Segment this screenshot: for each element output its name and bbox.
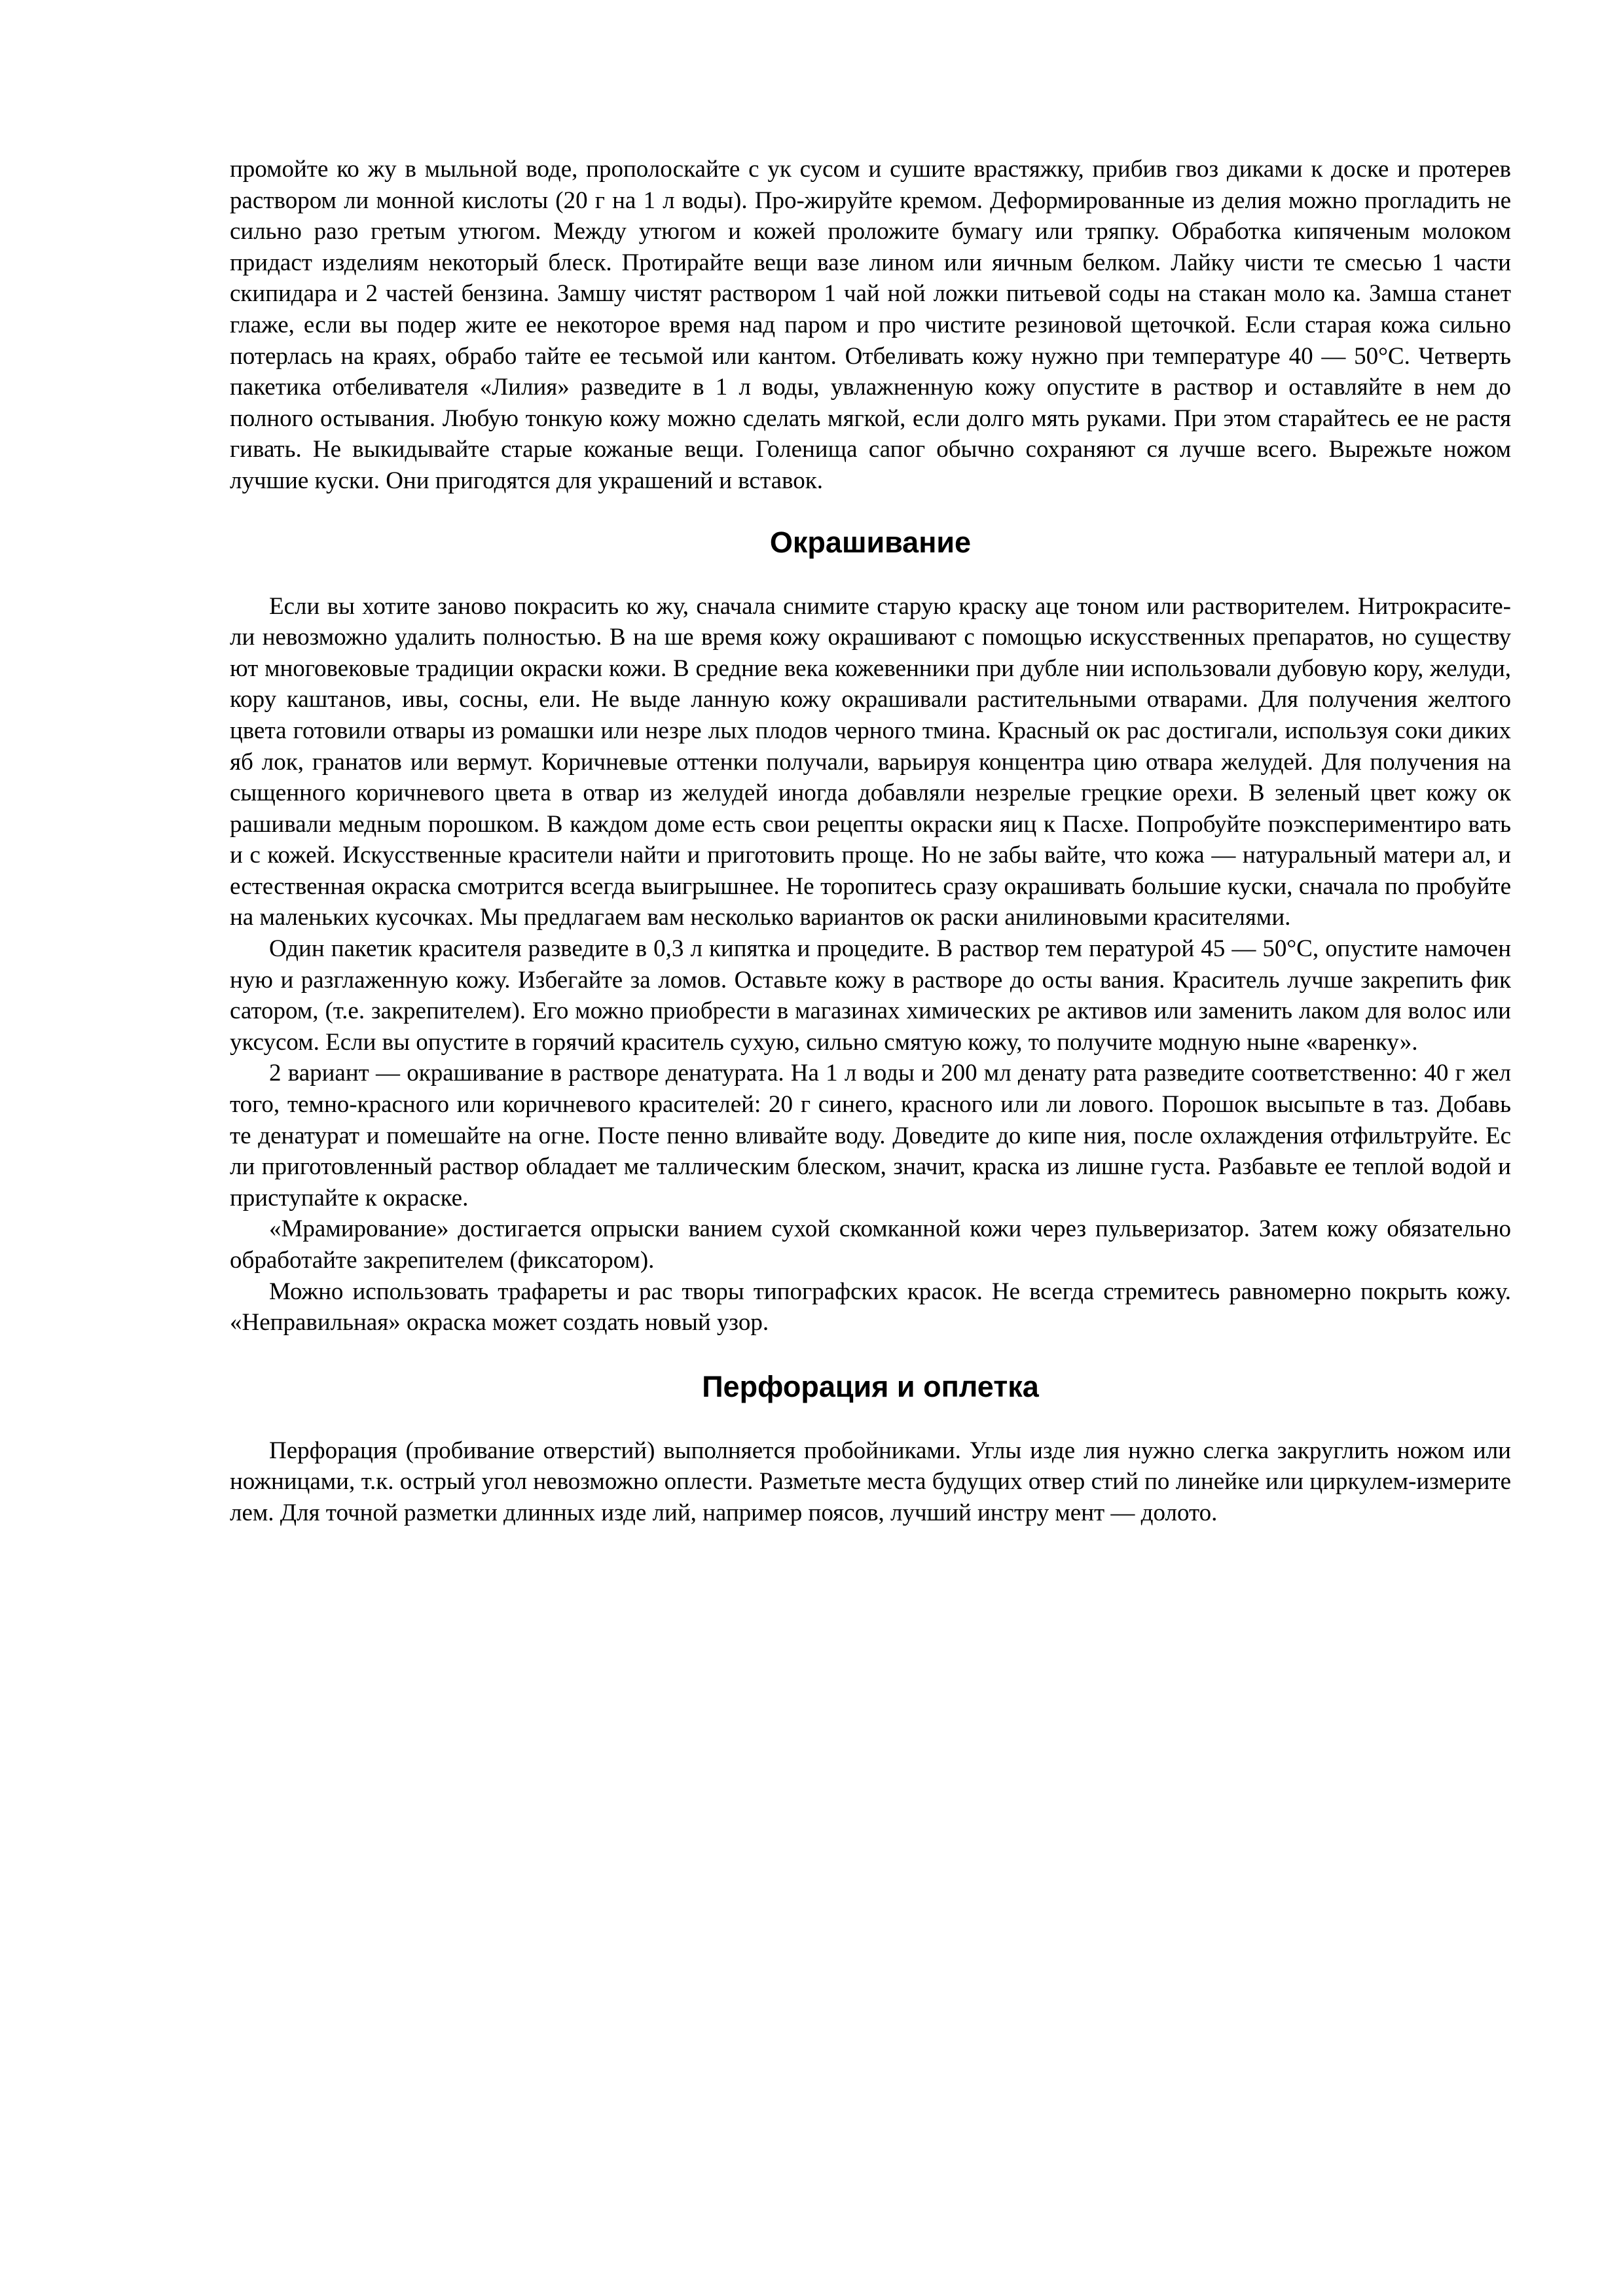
dyeing-paragraph-4: «Мрамирование» достигается опрыски ванием сухой скомканной кожи через пульверизатор. Затем кожу обязательно обработайте закрепителем (фиксатором). xyxy=(230,1215,1511,1274)
section-heading-perforation: Перфорация и оплетка xyxy=(702,1369,1039,1403)
perforation-paragraph-1: Перфорация (пробивание отверстий) выполняется пробойниками. Углы изде лия нужно слегка закруглить ножом или ножницами, т.к. острый угол невозможно оплести. Разметьте места будущих отвер стий по линейке или циркулем-измерите лем. Для точной разметки длинных изде лий, например поясов, лучший инстру мент — долото. xyxy=(230,1437,1511,1526)
dyeing-paragraph-3: 2 вариант — окрашивание в растворе денатурата. На 1 л воды и 200 мл денату рата разведите соответственно: 40 г жел того, темно-красного или коричневого красителей: 20 г синего, красного или ли лового. Порошок высыпьте в таз. Добавь те денатурат и помешайте на огне. Посте пенно вливайте воду. Доведите до кипе ния, после охлаждения отфильтруйте. Ес ли приготовленный раствор обладает ме таллическим блеском, значит, краска из лишне густа. Разбавьте ее теплой водой и приступайте к окраске. xyxy=(230,1060,1511,1211)
dyeing-paragraph-5: Можно использовать трафареты и рас творы типографских красок. Не всегда стремитесь равномерно покрыть кожу. «Неправильная» окраска может создать новый узор. xyxy=(230,1278,1511,1336)
dyeing-paragraph-1: Если вы хотите заново покрасить ко жу, сначала снимите старую краску аце тоном или растворителем. Нитрокрасите-ли невозможно удалить полностью. В на ше время кожу окрашивают с помощью искусственных препаратов, но существу ют многовековые традиции окраски кожи. В средние века кожевенники при дубле нии использовали дубовую кору, желуди, кору каштанов, ивы, сосны, ели. Не выде ланную кожу окрашивали растительными отварами. Для получения желтого цвета готовили отвары из ромашки или незре лых плодов черного тмина. Красный ок рас достигали, используя соки диких яб лок, гранатов или вермут. Коричневые оттенки получали, варьируя концентра цию отвара желудей. Для получения на сыщенного коричневого цвета в отвар из желудей иногда добавляли незрелые грецкие орехи. В зеленый цвет кожу ок рашивали медным порошком. В каждом доме есть свои рецепты окраски яиц к Пасхе. Попробуйте поэкспериментиро вать и с кожей. Искусственные красители найти и приготовить проще. Но не забы вайте, что кожа — натуральный матери ал, и естественная окраска смотрится всегда выигрышнее. Не торопитесь сразу окрашивать большие куски, сначала по пробуйте на маленьких кусочках. Мы предлагаем вам несколько вариантов ок раски анилиновыми красителями. xyxy=(230,592,1511,931)
dyeing-paragraph-2: Один пакетик красителя разведите в 0,3 л кипятка и процедите. В раствор тем пературой 45 — 50°С, опустите намочен ную и разглаженную кожу. Избегайте за ломов. Оставьте кожу в растворе до осты вания. Краситель лучше закрепить фик сатором, (т.е. закрепителем). Его можно приобрести в магазинах химических ре активов или заменить лаком для волос или уксусом. Если вы опустите в горячий краситель сухую, сильно смятую кожу, то получите модную ныне «варенку». xyxy=(230,935,1511,1056)
section-heading-dyeing: Окрашивание xyxy=(769,525,972,559)
intro-paragraph: промойте ко жу в мыльной воде, прополоскайте с ук сусом и сушите врастяжку, прибив гвоз диками к доске и протерев раствором ли монной кислоты (20 г на 1 л воды). Про-жируйте кремом. Деформированные из делия можно прогладить не сильно разо гретым утюгом. Между утюгом и кожей проложите бумагу или тряпку. Обработка кипяченым молоком придаст изделиям некоторый блеск. Протирайте вещи вазе лином или яичным белком. Лайку чисти те смесью 1 части скипидара и 2 частей бензина. Замшу чистят раствором 1 чай ной ложки питьевой соды на стакан моло ка. Замша станет глаже, если вы подер жите ее некоторое время над паром и про чистите резиновой щеточкой. Если старая кожа сильно потерлась на краях, обрабо тайте ее тесьмой или кантом. Отбеливать кожу нужно при температуре 40 — 50°С. Четверть пакетика отбеливателя «Лилия» разведите в 1 л воды, увлажненную кожу опустите в раствор и оставляйте в нем до полного остывания. Любую тонкую кожу можно сделать мягкой, если долго мять руками. При этом старайтесь ее не растя гивать. Не выкидывайте старые кожаные вещи. Голенища сапог обычно сохраняют ся лучше всего. Вырежьте ножом лучшие куски. Они пригодятся для украшений и вставок. xyxy=(230,156,1511,494)
document-page xyxy=(230,154,1511,1529)
